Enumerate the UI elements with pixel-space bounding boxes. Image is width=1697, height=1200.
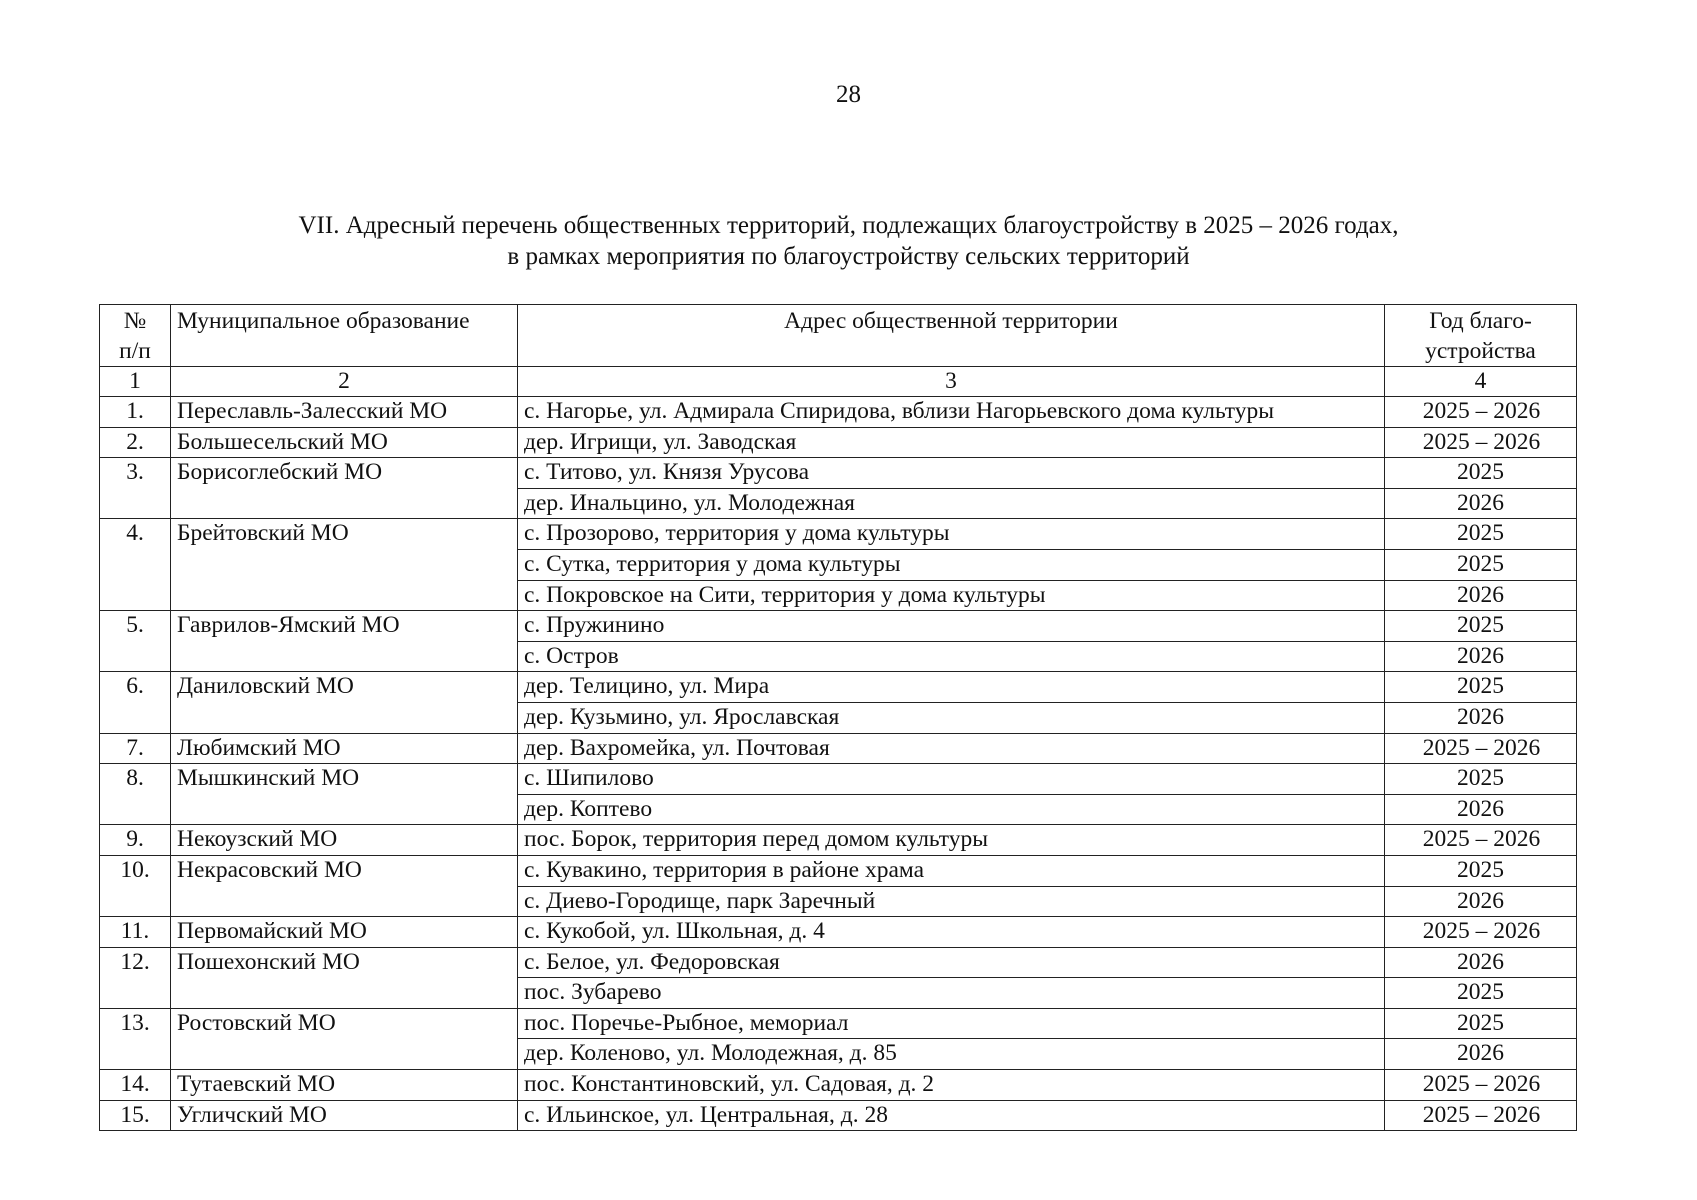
territory-address: пос. Поречье-Рыбное, мемориал [518, 1008, 1385, 1039]
improvement-year: 2025 [1385, 672, 1577, 703]
territory-address: с. Кувакино, территория в районе храма [518, 855, 1385, 886]
territory-address: с. Диево-Городище, парк Заречный [518, 886, 1385, 917]
territory-address: пос. Зубарево [518, 978, 1385, 1009]
territory-address: дер. Вахромейка, ул. Почтовая [518, 733, 1385, 764]
territory-address: с. Ильинское, ул. Центральная, д. 28 [518, 1100, 1385, 1131]
municipality-name: Любимский МО [171, 733, 518, 764]
column-number: 3 [518, 367, 1385, 397]
municipality-name: Первомайский МО [171, 917, 518, 948]
improvement-year: 2025 – 2026 [1385, 825, 1577, 856]
table-row [100, 855, 1577, 886]
row-number: 10. [100, 855, 171, 916]
improvement-year: 2025 [1385, 1008, 1577, 1039]
improvement-year: 2025 – 2026 [1385, 917, 1577, 948]
header-municipality: Муниципальное образование [171, 305, 518, 367]
municipality-name: Большесельский МО [171, 427, 518, 458]
column-number-row [100, 367, 1577, 397]
municipality-name: Борисоглебский МО [171, 458, 518, 519]
territory-address: с. Нагорье, ул. Адмирала Спиридова, вблизи Нагорьевского дома культуры [518, 397, 1385, 428]
row-number: 12. [100, 947, 171, 1008]
row-number: 11. [100, 917, 171, 948]
improvement-year: 2025 [1385, 611, 1577, 642]
municipality-name: Пошехонский МО [171, 947, 518, 1008]
territory-address: дер. Кузьмино, ул. Ярославская [518, 702, 1385, 733]
document-title [0, 210, 1697, 272]
header-address: Адрес общественной территории [518, 305, 1385, 367]
improvement-year: 2025 – 2026 [1385, 1100, 1577, 1131]
table-row [100, 427, 1577, 458]
table-row [100, 733, 1577, 764]
header-number-line-1: № [123, 308, 147, 334]
territory-address: с. Белое, ул. Федоровская [518, 947, 1385, 978]
municipality-name: Брейтовский МО [171, 519, 518, 611]
municipality-name: Переславль-Залесский МО [171, 397, 518, 428]
territory-address: с. Прозорово, территория у дома культуры [518, 519, 1385, 550]
column-number: 1 [100, 367, 171, 397]
row-number: 7. [100, 733, 171, 764]
table-row [100, 917, 1577, 948]
row-number: 15. [100, 1100, 171, 1131]
improvement-year: 2026 [1385, 794, 1577, 825]
row-number: 2. [100, 427, 171, 458]
header-year-line-2: устройства [1425, 338, 1536, 364]
improvement-year: 2025 – 2026 [1385, 733, 1577, 764]
territory-address: с. Сутка, территория у дома культуры [518, 549, 1385, 580]
improvement-year: 2026 [1385, 886, 1577, 917]
column-number: 4 [1385, 367, 1577, 397]
table-row [100, 1100, 1577, 1131]
municipality-name: Тутаевский МО [171, 1070, 518, 1101]
row-number: 1. [100, 397, 171, 428]
table-row [100, 519, 1577, 550]
territory-address: дер. Игрищи, ул. Заводская [518, 427, 1385, 458]
page-number: 28 [836, 81, 861, 108]
improvement-year: 2026 [1385, 488, 1577, 519]
territory-address: дер. Телицино, ул. Мира [518, 672, 1385, 703]
table-row [100, 611, 1577, 642]
municipality-name: Некоузский МО [171, 825, 518, 856]
row-number: 5. [100, 611, 171, 672]
improvement-year: 2025 [1385, 458, 1577, 489]
territory-address: пос. Константиновский, ул. Садовая, д. 2 [518, 1070, 1385, 1101]
table-body [100, 305, 1577, 1131]
table-row [100, 825, 1577, 856]
municipality-name: Мышкинский МО [171, 764, 518, 825]
table-row [100, 397, 1577, 428]
municipality-name: Ростовский МО [171, 1008, 518, 1069]
row-number: 3. [100, 458, 171, 519]
territory-address: с. Титово, ул. Князя Урусова [518, 458, 1385, 489]
territory-address: пос. Борок, территория перед домом культуры [518, 825, 1385, 856]
improvement-year: 2025 [1385, 549, 1577, 580]
improvement-year: 2025 [1385, 519, 1577, 550]
improvement-year: 2025 – 2026 [1385, 397, 1577, 428]
title-line-1: VII. Адресный перечень общественных территорий, подлежащих благоустройству в 2025 – 2026 годах, [298, 212, 1399, 239]
table-row [100, 1008, 1577, 1039]
territory-address: с. Покровское на Сити, территория у дома культуры [518, 580, 1385, 611]
header-year [1385, 305, 1577, 367]
improvement-year: 2026 [1385, 1039, 1577, 1070]
column-number: 2 [171, 367, 518, 397]
row-number: 9. [100, 825, 171, 856]
improvement-year: 2026 [1385, 641, 1577, 672]
row-number: 6. [100, 672, 171, 733]
improvement-year: 2026 [1385, 702, 1577, 733]
municipality-name: Гаврилов-Ямский МО [171, 611, 518, 672]
improvement-year: 2025 – 2026 [1385, 427, 1577, 458]
title-line-2: в рамках мероприятия по благоустройству сельских территорий [507, 243, 1190, 270]
improvement-year: 2025 [1385, 764, 1577, 795]
table-header-row [100, 305, 1577, 367]
improvement-year: 2025 – 2026 [1385, 1070, 1577, 1101]
territory-address: дер. Коптево [518, 794, 1385, 825]
table-row [100, 458, 1577, 489]
improvement-year: 2025 [1385, 978, 1577, 1009]
improvement-year: 2026 [1385, 580, 1577, 611]
row-number: 4. [100, 519, 171, 611]
table-row [100, 672, 1577, 703]
territory-address: дер. Коленово, ул. Молодежная, д. 85 [518, 1039, 1385, 1070]
row-number: 13. [100, 1008, 171, 1069]
municipality-name: Даниловский МО [171, 672, 518, 733]
table-row [100, 1070, 1577, 1101]
municipality-name: Угличский МО [171, 1100, 518, 1131]
row-number: 8. [100, 764, 171, 825]
header-number [100, 305, 171, 367]
header-number-line-2: п/п [119, 338, 151, 364]
table-row [100, 947, 1577, 978]
row-number: 14. [100, 1070, 171, 1101]
header-year-line-1: Год благо- [1429, 308, 1532, 334]
territory-address: с. Пружинино [518, 611, 1385, 642]
territory-address: с. Остров [518, 641, 1385, 672]
improvement-year: 2025 [1385, 855, 1577, 886]
territory-address: с. Кукобой, ул. Школьная, д. 4 [518, 917, 1385, 948]
municipality-name: Некрасовский МО [171, 855, 518, 916]
territories-table [99, 304, 1577, 1131]
table-row [100, 764, 1577, 795]
improvement-year: 2026 [1385, 947, 1577, 978]
territory-address: дер. Инальцино, ул. Молодежная [518, 488, 1385, 519]
territory-address: с. Шипилово [518, 764, 1385, 795]
